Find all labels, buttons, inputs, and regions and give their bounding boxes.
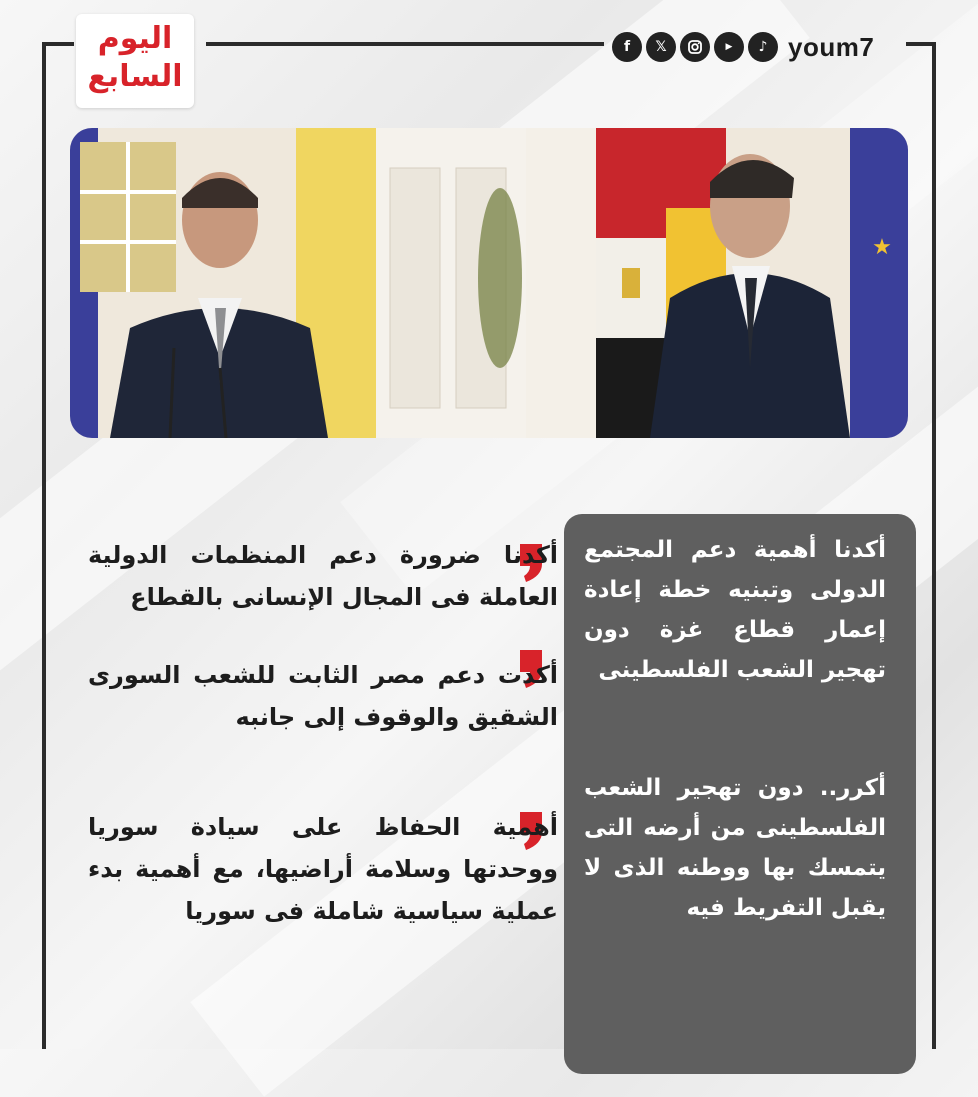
press-conference-photo (70, 128, 908, 438)
tiktok-icon[interactable]: ♪ (748, 32, 778, 62)
frame-right (932, 42, 936, 1049)
photo-illustration (70, 128, 908, 438)
instagram-icon[interactable] (680, 32, 710, 62)
social-bar (612, 30, 874, 64)
logo-line-2: السابع (87, 59, 183, 94)
panel-paragraph-1: أكدنا أهمية دعم المجتمع الدولى وتبنيه خطة إعادة إعمار قطاع غزة دون تهجير الشعب الفلسطينى (584, 537, 886, 683)
quote-2: أكدت دعم مصر الثابت للشعب السورى الشقيق والوقوف إلى جانبه (88, 661, 558, 731)
site-logo[interactable] (76, 14, 194, 108)
frame-top-right (206, 42, 604, 46)
svg-text:★: ★ (872, 235, 892, 260)
quote-3: أهمية الحفاظ على سيادة سوريا ووحدتها وسلامة أراضيها، مع أهمية بدء عملية سياسية شاملة فى سوريا (88, 813, 558, 925)
logo-line-1: اليوم (97, 21, 173, 56)
youtube-icon[interactable]: ▶ (714, 32, 744, 62)
x-icon[interactable]: 𝕏 (646, 32, 676, 62)
panel-paragraph-2: أكرر.. دون تهجير الشعب الفلسطينى من أرضه التى يتمسك بها ووطنه الذى لا يقبل التفريط فيه (584, 775, 886, 921)
frame-left (42, 42, 46, 1049)
quote-1: أكدنا ضرورة دعم المنظمات الدولية العاملة فى المجال الإنسانى بالقطاع (88, 541, 558, 611)
facebook-icon[interactable]: f (612, 32, 642, 62)
brand-name[interactable]: youm7 (788, 31, 875, 62)
frame-top-left (42, 42, 74, 46)
